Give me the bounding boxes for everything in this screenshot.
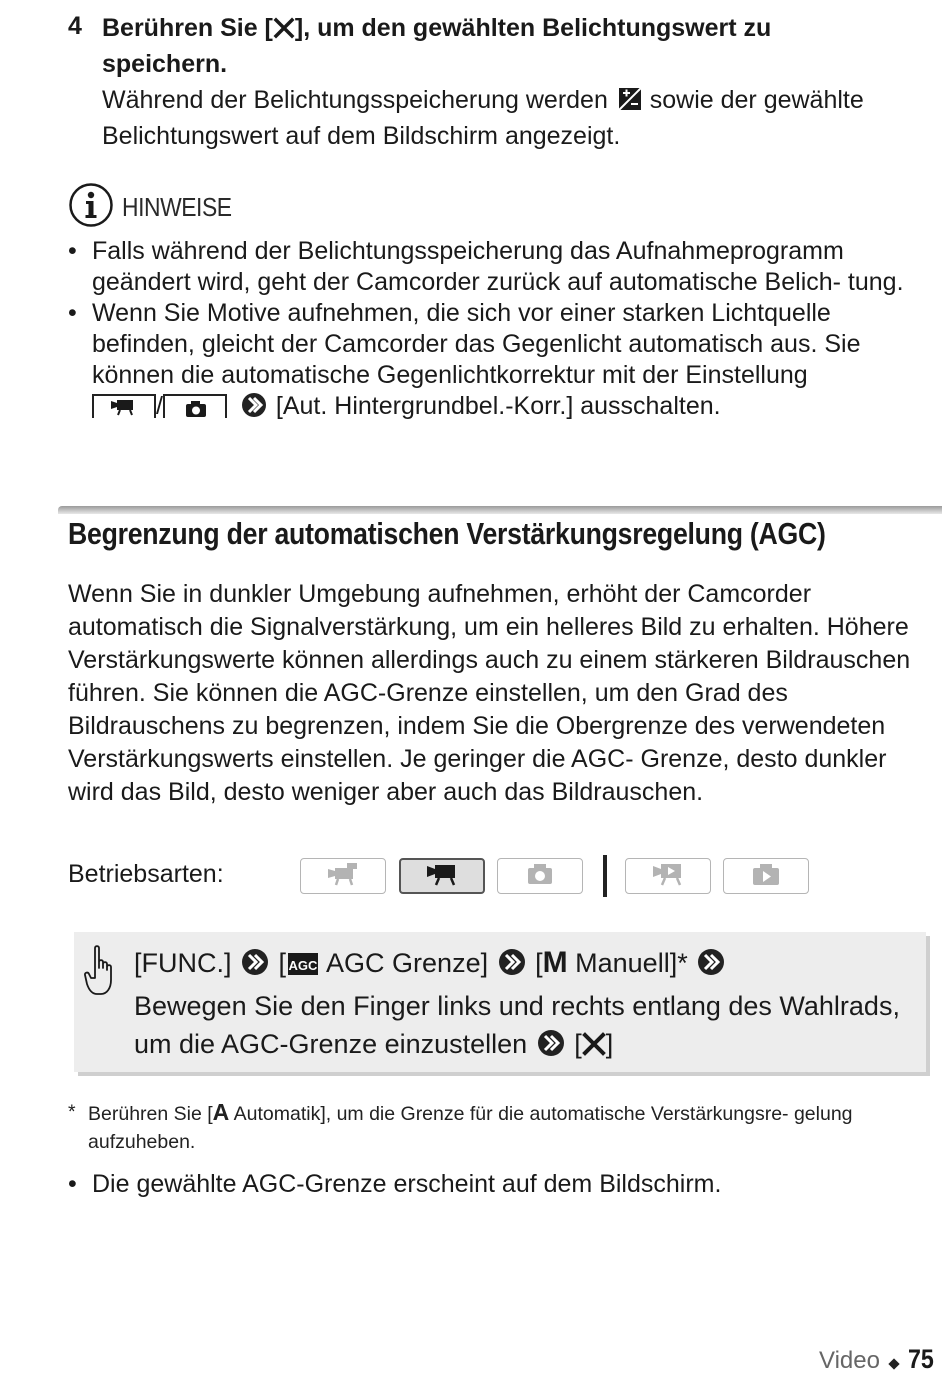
manual-m-letter: M	[542, 946, 568, 979]
manual-open-bracket: [	[527, 948, 543, 978]
footer-section: Video	[819, 1347, 880, 1374]
manual-label: Manuell]*	[567, 948, 688, 978]
footnote-part1: Berühren Sie [	[88, 1103, 213, 1125]
procedure-line2: Bewegen Sie den Finger links und rechts entlang des Wahlrads, um die AGC-Grenze einzustellen	[134, 990, 900, 1059]
step-arrow-icon	[697, 948, 725, 987]
footnote	[68, 1098, 940, 1156]
step-arrow-icon	[498, 948, 526, 987]
footnote-text	[68, 1098, 940, 1156]
mode-photo-playback	[723, 858, 809, 894]
step-title	[102, 12, 902, 81]
procedure-text	[134, 944, 904, 1068]
step-title-part2: ], um den gewählten Belichtungswert zu speichern.	[102, 14, 772, 78]
movie-playback-icon	[648, 860, 688, 893]
step-description-part2: sowie der gewählte Belichtungswert auf dem Bildschirm angezeigt.	[102, 86, 864, 150]
mode-photo-camera	[497, 858, 583, 894]
note-item-tail: [Aut. Hintergrundbel.-Korr.] ausschalten.	[268, 392, 721, 420]
movie-camera-icon	[422, 860, 462, 893]
note-item-text: Wenn Sie Motive aufnehmen, die sich vor einer starken Lichtquelle befinden, gleicht der Camcorder das Gegenlicht automatisch aus. Sie können die automatische Gegenlichtkorrektur mit der Einstellung	[92, 299, 861, 389]
auto-a-letter: A	[212, 1099, 230, 1125]
notes-label: HINWEISE	[122, 192, 232, 222]
close-x-icon	[582, 1028, 606, 1067]
section-body: Wenn Sie in dunkler Umgebung aufnehmen, erhöht der Camcorder automatisch die Signalverstärkung, um ein helleres Bild zu erhalten. Höhere Verstärkungswerte können allerdings auch zu einem stärkeren Bildrauschen führen. Sie können die AGC-Grenze einstellen, um den Grad des Bildrauschens zu begrenzen, indem Sie die Obergrenze des verwendeten Verstärkungswerts einstellen. Je geringer die AGC- Grenze, desto dunkler wird das Bild, desto weniger aber auch das Bildrauschen.	[68, 580, 911, 806]
step-description-part1: Während der Belichtungsspeicherung werden	[102, 86, 615, 114]
page-footer	[819, 1344, 938, 1375]
exposure-lock-icon	[615, 87, 643, 120]
section-title: Begrenzung der automatischen Verstärkungsregelung (AGC)	[68, 516, 826, 551]
menu-arrow-icon	[241, 392, 267, 426]
mode-separator	[603, 855, 607, 897]
camera-auto-icon	[323, 860, 363, 893]
note-item: • Falls während der Belichtungsspeicherung das Aufnahmeprogramm geändert wird, geht der Camcorder zurück auf automatische Belich- tung.	[68, 236, 930, 298]
notes-list	[68, 236, 930, 426]
page-number: 75	[907, 1344, 934, 1374]
footnote-part2: Automatik], um die Grenze für die automatische Verstärkungsre- gelung aufzuheben.	[88, 1103, 853, 1153]
step-number: 4	[68, 12, 82, 40]
touch-hand-icon	[84, 944, 120, 1003]
agc-icon	[288, 948, 318, 987]
func-label: [FUNC.]	[134, 948, 232, 978]
photo-mode-menu-icon	[163, 394, 227, 418]
photo-camera-icon	[520, 860, 560, 893]
step-arrow-icon	[241, 948, 269, 987]
step-description	[102, 84, 942, 153]
notes-heading	[68, 182, 247, 233]
mode-movie-camera	[399, 858, 485, 894]
final-bullet: • Die gewählte AGC-Grenze erscheint auf dem Bildschirm.	[68, 1168, 928, 1201]
mode-movie-playback	[625, 858, 711, 894]
agc-label: AGC Grenze]	[320, 948, 489, 978]
agc-open-bracket: [	[271, 948, 287, 978]
footer-diamond-icon	[888, 1358, 899, 1369]
photo-playback-icon	[746, 860, 786, 893]
mode-slash: /	[156, 392, 163, 420]
info-icon	[68, 182, 114, 233]
close-open-bracket: [	[566, 1029, 582, 1059]
section-divider	[58, 506, 942, 514]
step-arrow-icon	[537, 1029, 565, 1068]
modes-label: Betriebsarten:	[68, 860, 224, 888]
step-title-part1: Berühren Sie [	[102, 14, 273, 42]
footnote-mark: *	[68, 1101, 76, 1123]
svg-text:AGC: AGC	[288, 958, 318, 973]
close-end-bracket: ]	[605, 1029, 614, 1059]
close-x-icon	[273, 15, 295, 48]
movie-mode-menu-icon	[92, 394, 156, 418]
note-item	[68, 298, 930, 426]
mode-camera-auto	[300, 858, 386, 894]
